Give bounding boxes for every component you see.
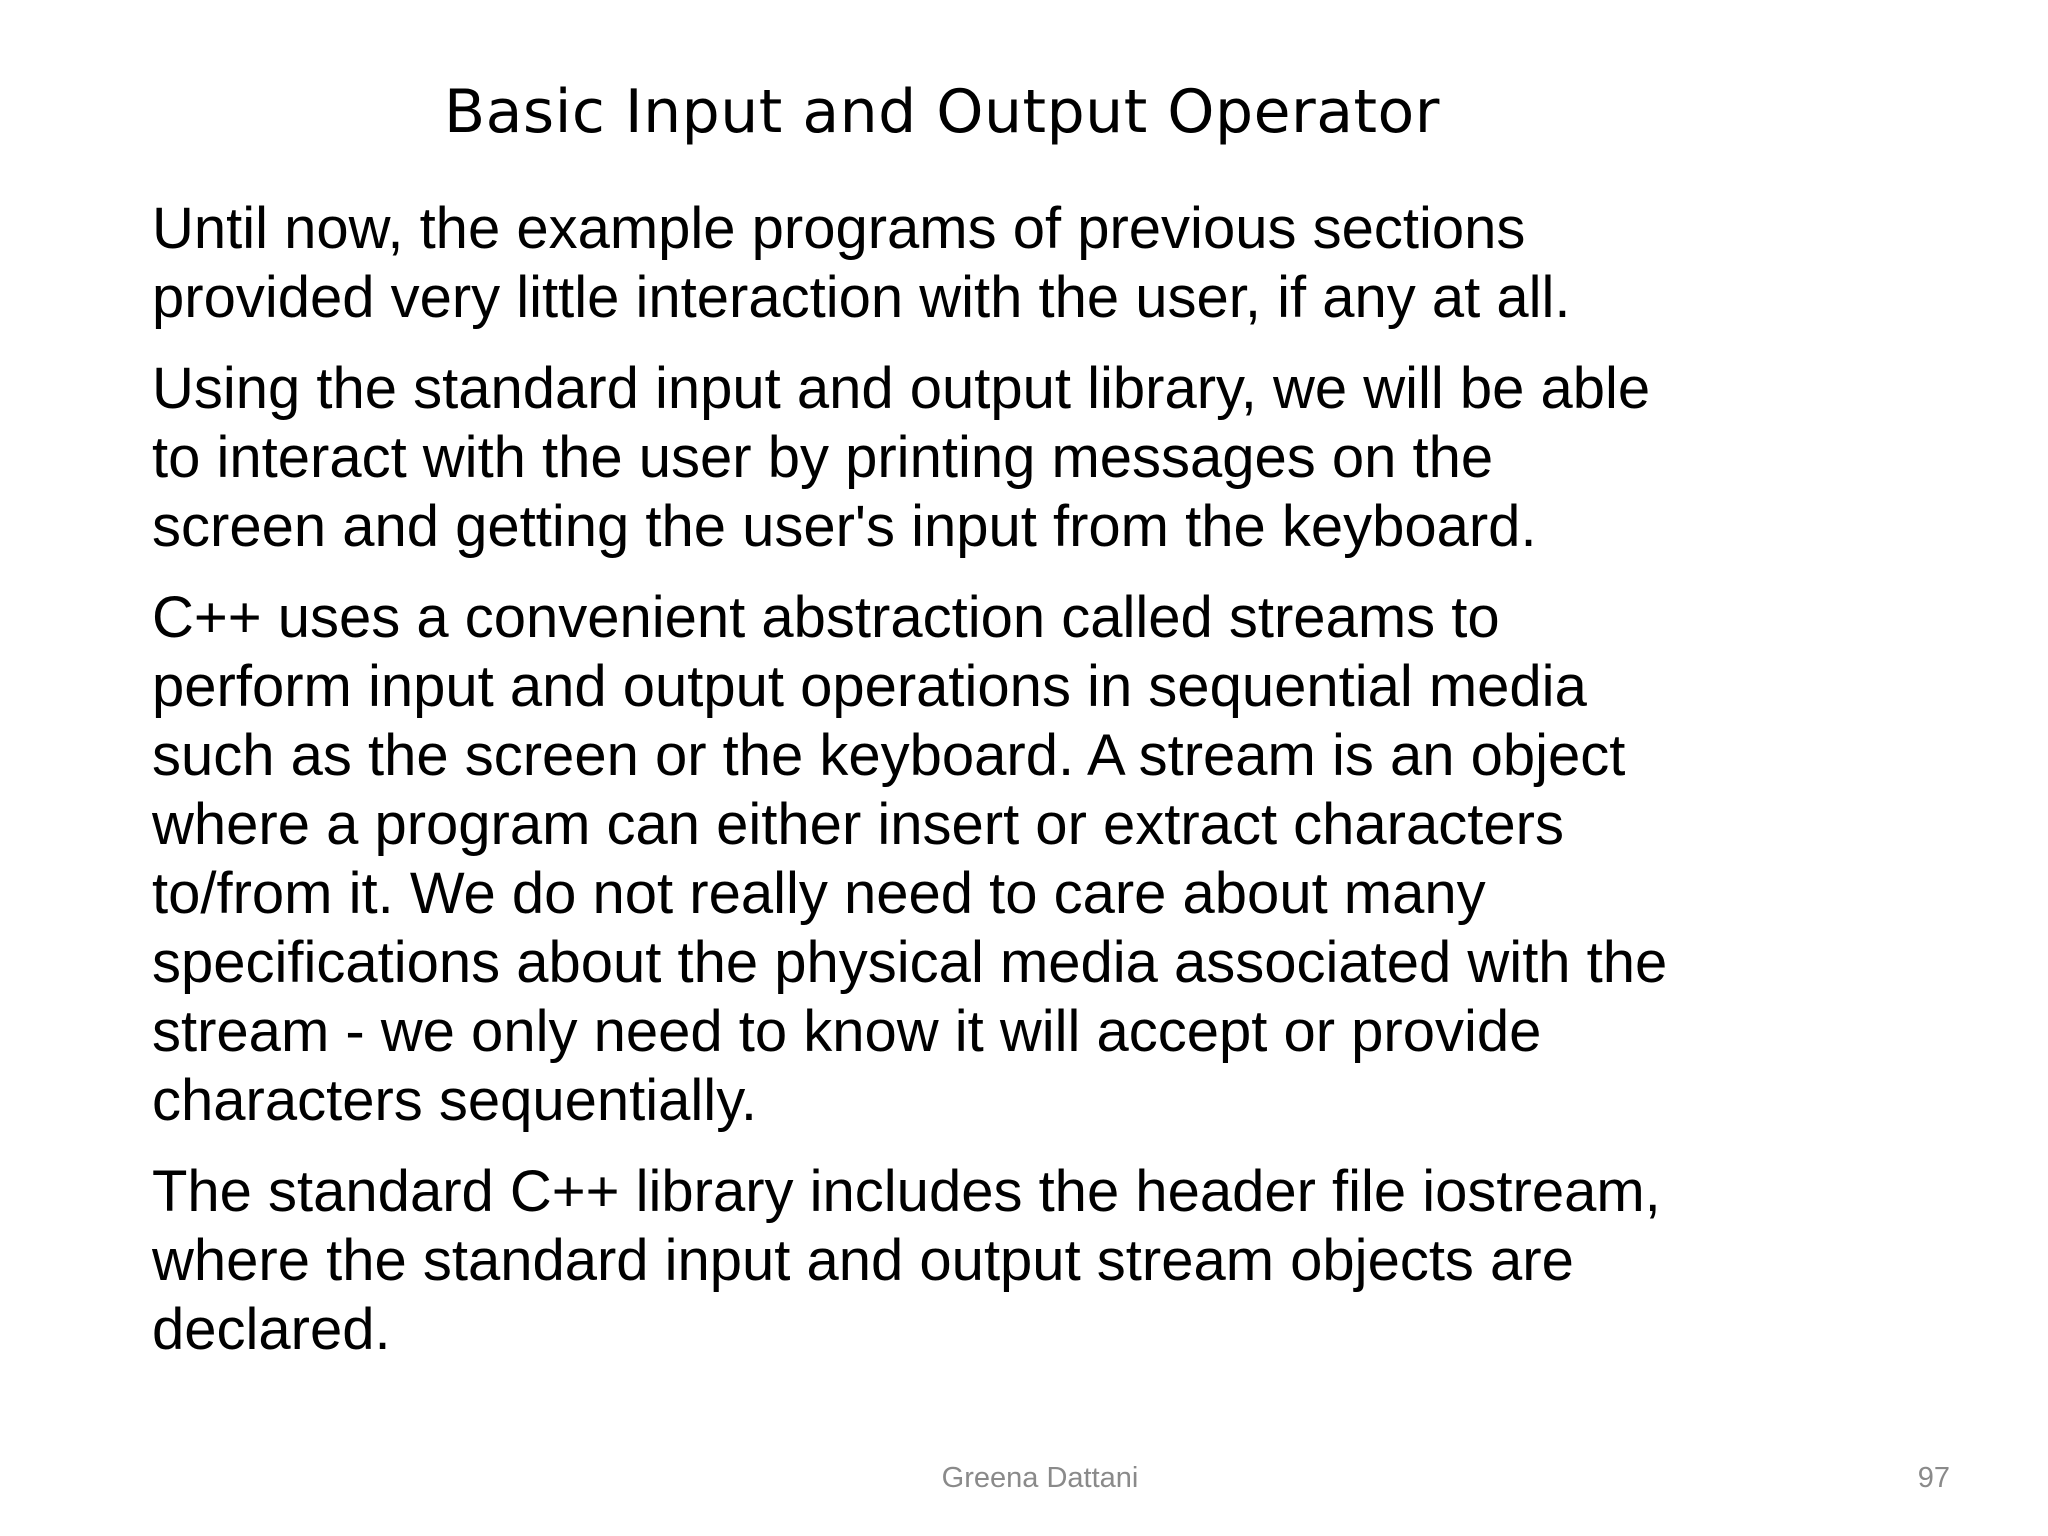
text-line: where a program can either insert or extract characters: [152, 792, 1564, 857]
text-line: C++ uses a convenient abstraction called streams to: [152, 585, 1500, 650]
text-line: such as the screen or the keyboard. A stream is an object: [152, 723, 1626, 788]
text-line: to/from it. We do not really need to care about many: [152, 861, 1486, 926]
slide-title: Basic Input and Output Operator: [444, 77, 1440, 147]
text-line: to interact with the user by printing messages on the: [152, 425, 1494, 490]
text-line: Using the standard input and output library, we will be able: [152, 356, 1651, 421]
text-line: stream - we only need to know it will accept or provide: [152, 999, 1542, 1064]
paragraph-streams: [152, 583, 1912, 1135]
text-line: declared.: [152, 1297, 391, 1362]
page-number: 97: [1917, 1462, 1950, 1494]
paragraph-iostream: [152, 1157, 1912, 1364]
paragraph-intro: [152, 194, 1912, 332]
text-line: perform input and output operations in sequential media: [152, 654, 1587, 719]
text-line: Until now, the example programs of previous sections: [152, 196, 1526, 261]
text-line: where the standard input and output stream objects are: [152, 1228, 1574, 1293]
footer-author: Greena Dattani: [941, 1462, 1139, 1494]
text-line: screen and getting the user's input from the keyboard.: [152, 494, 1537, 559]
slide-body: [152, 194, 1912, 1386]
text-line: The standard C++ library includes the header file iostream,: [152, 1159, 1661, 1224]
text-line: characters sequentially.: [152, 1068, 758, 1133]
text-line: provided very little interaction with the user, if any at all.: [152, 265, 1571, 330]
text-line: specifications about the physical media associated with the: [152, 930, 1668, 995]
paragraph-library: [152, 354, 1912, 561]
